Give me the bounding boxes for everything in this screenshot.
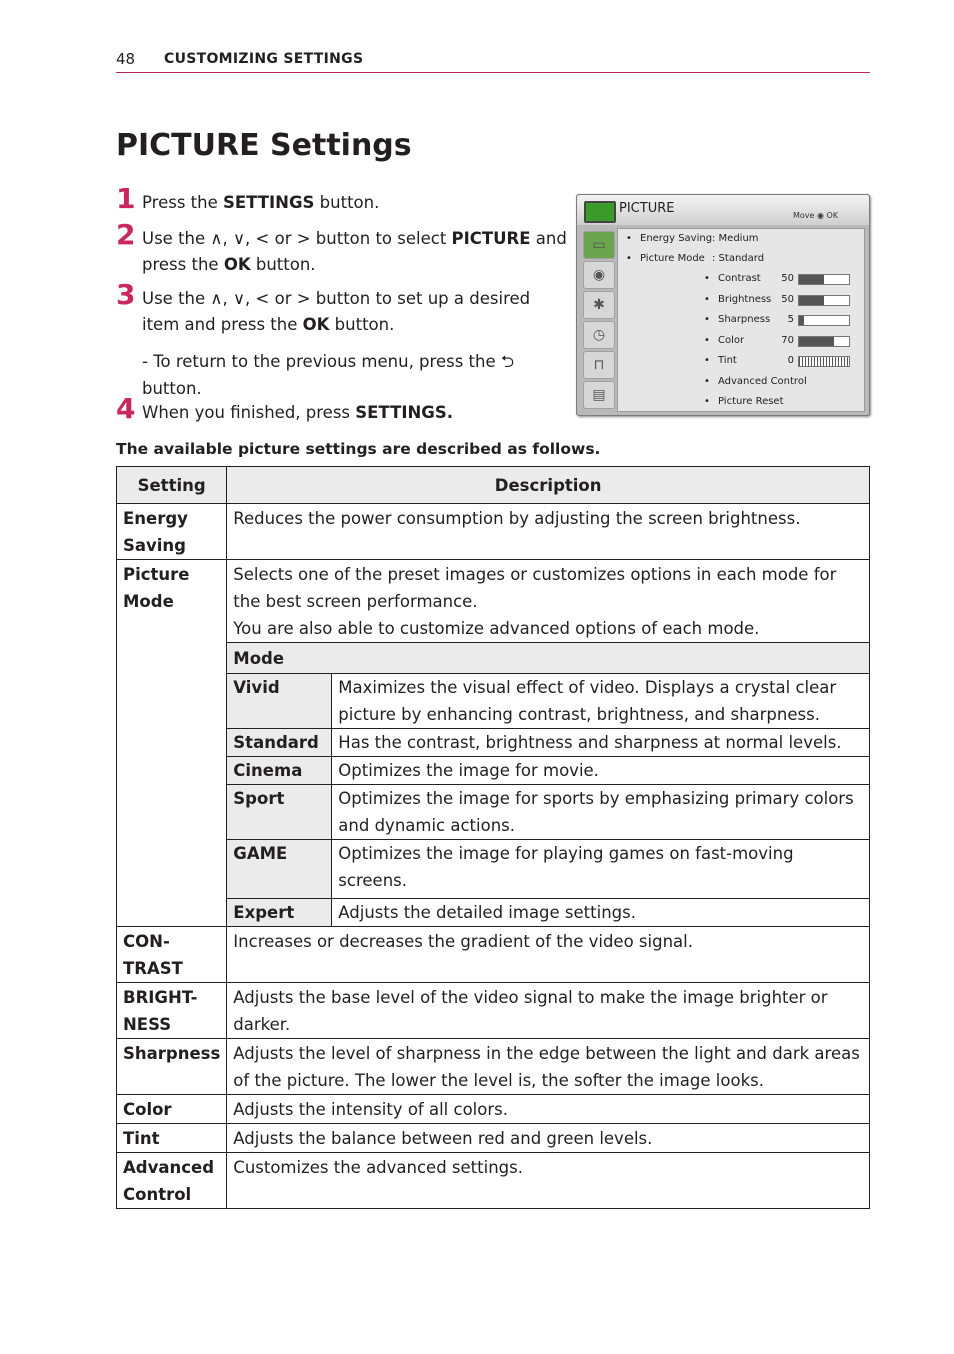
mode-name: Expert bbox=[227, 899, 332, 927]
mode-name: Sport bbox=[227, 785, 332, 840]
picture-menu-screenshot bbox=[576, 194, 870, 416]
menu-item-picture-mode: Picture Mode bbox=[640, 253, 705, 264]
menu-item-advanced-control: Advanced Control bbox=[718, 376, 807, 387]
table-row bbox=[117, 1095, 870, 1124]
step-3-note: - To return to the previous menu, press the ⮌ button. bbox=[142, 352, 515, 398]
option-icon: ▤ bbox=[583, 381, 615, 409]
lock-icon: ⊓ bbox=[583, 351, 615, 379]
color-bar bbox=[798, 336, 850, 347]
setting-description: Adjusts the intensity of all colors. bbox=[227, 1095, 870, 1124]
table-header-row bbox=[117, 467, 870, 504]
setting-name: BRIGHT-NESS bbox=[117, 983, 227, 1039]
table-caption: The available picture settings are described as follows. bbox=[116, 440, 601, 458]
mode-description: Optimizes the image for playing games on fast-moving screens. bbox=[332, 840, 869, 899]
table-row bbox=[117, 1153, 870, 1209]
step-text: Use the ∧, ∨, < or > button to select PICTURE and press the OK button. bbox=[142, 229, 567, 274]
setup-icon: ✱ bbox=[583, 291, 615, 319]
setting-name: Color bbox=[117, 1095, 227, 1124]
step-text: Press the SETTINGS button. bbox=[142, 193, 380, 212]
column-header: Description bbox=[227, 467, 870, 504]
time-icon: ◷ bbox=[583, 321, 615, 349]
setting-description: Customizes the advanced settings. bbox=[227, 1153, 870, 1209]
mode-name: Vivid bbox=[227, 674, 332, 729]
menu-item-contrast: Contrast bbox=[718, 273, 761, 284]
mode-name: Standard bbox=[227, 729, 332, 757]
menu-item-color: Color bbox=[718, 335, 745, 346]
table-row bbox=[117, 1124, 870, 1153]
setting-name: Energy Saving bbox=[117, 504, 227, 560]
step-number: 2 bbox=[116, 218, 136, 251]
step-text: When you finished, press SETTINGS. bbox=[142, 403, 453, 422]
setting-description: Adjusts the level of sharpness in the edge between the light and dark areas of the picture. The lower the level is, the softer the image looks. bbox=[227, 1039, 870, 1095]
mode-header: Mode bbox=[227, 643, 869, 674]
menu-sidebar bbox=[581, 227, 615, 409]
setting-description: Reduces the power consumption by adjusting the screen brightness. bbox=[227, 504, 870, 560]
table-row bbox=[117, 983, 870, 1039]
table-row bbox=[117, 1039, 870, 1095]
section-title: CUSTOMIZING SETTINGS bbox=[164, 51, 364, 67]
tint-bar bbox=[798, 356, 850, 367]
menu-item-sharpness: Sharpness bbox=[718, 314, 771, 325]
picture-mode-cell bbox=[227, 560, 870, 927]
audio-icon: ◉ bbox=[583, 261, 615, 289]
menu-value: 5 bbox=[787, 314, 794, 325]
column-header: Setting bbox=[117, 467, 227, 504]
step-text: Use the ∧, ∨, < or > button to set up a desired item and press the OK button. bbox=[142, 289, 531, 334]
setting-name: Tint bbox=[117, 1124, 227, 1153]
picture-icon: ▭ bbox=[583, 231, 615, 259]
menu-value: 50 bbox=[781, 273, 794, 284]
menu-item-brightness: Brightness bbox=[718, 294, 772, 305]
table-row bbox=[117, 504, 870, 560]
brightness-bar bbox=[798, 295, 850, 306]
setting-description: Increases or decreases the gradient of the video signal. bbox=[227, 927, 870, 983]
setting-description: Adjusts the balance between red and green levels. bbox=[227, 1124, 870, 1153]
contrast-bar bbox=[798, 274, 850, 285]
navigation-hint: Move ◉ OK bbox=[793, 211, 839, 220]
setting-description: Selects one of the preset images or customizes options in each mode for the best screen performance. bbox=[233, 565, 837, 611]
menu-value: : Standard bbox=[712, 253, 765, 264]
mode-description: Has the contrast, brightness and sharpness at normal levels. bbox=[332, 729, 869, 757]
setting-description: Adjusts the base level of the video signal to make the image brighter or darker. bbox=[227, 983, 870, 1039]
setting-name: Sharpness bbox=[117, 1039, 227, 1095]
menu-title-bar bbox=[577, 195, 869, 225]
setting-name: Advanced Control bbox=[117, 1153, 227, 1209]
sharpness-bar bbox=[798, 315, 850, 326]
menu-title: PICTURE bbox=[619, 201, 675, 216]
menu-value: 0 bbox=[787, 355, 794, 366]
menu-panel: • Energy Saving : Medium • Picture Mode : Standard • Contrast 50 • Brightness 50 • Sharpness 5 • Color 70 • Tint 0 • Advanced Control • Picture Reset bbox=[617, 228, 865, 412]
mode-name: GAME bbox=[227, 840, 332, 899]
mode-table bbox=[227, 560, 869, 926]
tv-icon bbox=[584, 201, 616, 223]
menu-item-tint: Tint bbox=[718, 355, 737, 366]
mode-name: Cinema bbox=[227, 757, 332, 785]
setting-name: CON-TRAST bbox=[117, 927, 227, 983]
page-number: 48 bbox=[116, 50, 136, 68]
step-number: 1 bbox=[116, 182, 136, 215]
menu-value: 70 bbox=[781, 335, 794, 346]
page-title: PICTURE Settings bbox=[116, 128, 412, 163]
setting-description: You are also able to customize advanced options of each mode. bbox=[233, 619, 760, 638]
mode-description: Maximizes the visual effect of video. Displays a crystal clear picture by enhancing contrast, brightness, and sharpness. bbox=[332, 674, 869, 729]
menu-item-picture-reset: Picture Reset bbox=[718, 396, 784, 407]
step-number: 4 bbox=[116, 392, 136, 425]
step-number: 3 bbox=[116, 278, 136, 311]
mode-description: Optimizes the image for movie. bbox=[332, 757, 869, 785]
mode-description: Adjusts the detailed image settings. bbox=[332, 899, 869, 927]
settings-table bbox=[116, 466, 870, 1209]
table-row bbox=[117, 927, 870, 983]
page-header bbox=[116, 48, 870, 73]
menu-item-energy-saving: Energy Saving bbox=[640, 233, 713, 244]
mode-description: Optimizes the image for sports by emphasizing primary colors and dynamic actions. bbox=[332, 785, 869, 840]
table-row bbox=[117, 560, 870, 927]
setting-name: Picture Mode bbox=[117, 560, 227, 927]
menu-value: 50 bbox=[781, 294, 794, 305]
menu-value: : Medium bbox=[712, 233, 759, 244]
